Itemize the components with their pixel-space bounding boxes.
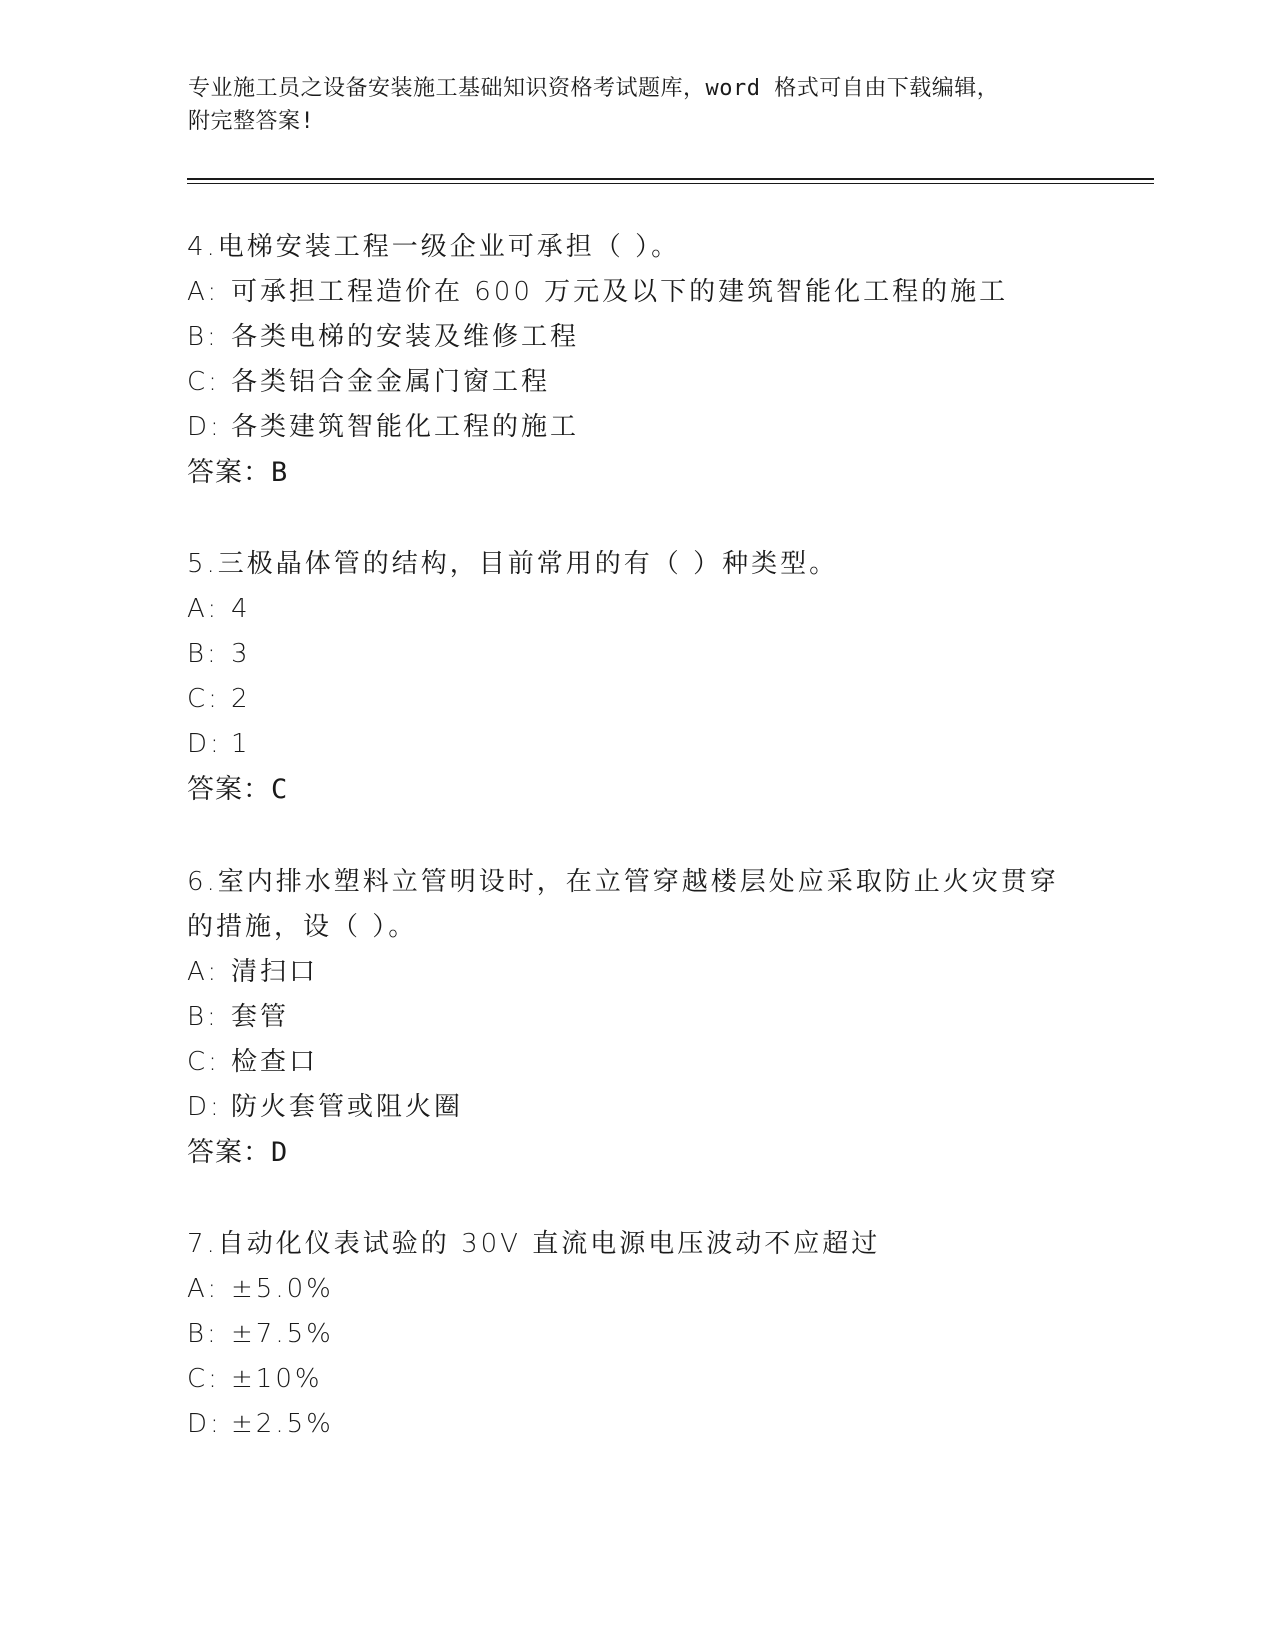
question-5	[187, 542, 1087, 813]
option-key: B:	[187, 1319, 219, 1349]
option-text: 防火套管或阻火圈	[231, 1092, 464, 1122]
option-key: C:	[187, 1047, 220, 1077]
question-stem-line-1: 6.室内排水塑料立管明设时，在立管穿越楼层处应采取防止火灾贯穿	[187, 867, 1059, 897]
option-b	[187, 315, 1087, 360]
option-text: 2	[231, 684, 251, 714]
option-text: 各类铝合金金属门窗工程	[231, 367, 551, 397]
answer-label: 答案：	[187, 457, 271, 488]
answer-value: B	[271, 457, 289, 488]
option-text: ±7.5%	[231, 1319, 334, 1349]
option-text: ±10%	[231, 1364, 323, 1394]
option-c	[187, 677, 1087, 722]
option-key: A:	[187, 957, 220, 987]
answer-line	[187, 1130, 1087, 1176]
option-text: 3	[231, 639, 251, 669]
option-a	[187, 1267, 1087, 1312]
option-text: 可承担工程造价在 600 万元及以下的建筑智能化工程的施工	[231, 277, 1009, 307]
option-key: A:	[187, 594, 220, 624]
option-text: ±5.0%	[231, 1274, 334, 1304]
option-a	[187, 587, 1087, 632]
option-a	[187, 950, 1087, 995]
header-line-2: 附完整答案!	[188, 109, 315, 134]
option-text: 各类电梯的安装及维修工程	[231, 322, 580, 352]
answer-line	[187, 450, 1087, 496]
option-text: 1	[231, 729, 251, 759]
header-divider	[187, 178, 1154, 184]
option-key: C:	[187, 684, 220, 714]
option-key: A:	[187, 277, 220, 307]
option-text: 清扫口	[231, 957, 319, 987]
document-header	[188, 72, 1068, 138]
option-b	[187, 1312, 1087, 1357]
question-4	[187, 225, 1087, 496]
question-stem: 7.自动化仪表试验的 30V 直流电源电压波动不应超过	[187, 1229, 881, 1259]
option-text: ±2.5%	[231, 1409, 334, 1439]
option-d	[187, 1085, 1087, 1130]
option-key: D:	[187, 1092, 222, 1122]
option-key: D:	[187, 729, 222, 759]
option-b	[187, 632, 1087, 677]
option-key: D:	[187, 412, 222, 442]
option-c	[187, 1040, 1087, 1085]
answer-line	[187, 767, 1087, 813]
option-text: 套管	[231, 1002, 290, 1032]
option-d	[187, 1402, 1087, 1447]
option-d	[187, 405, 1087, 450]
question-6	[187, 860, 1087, 1176]
question-7	[187, 1222, 1087, 1447]
answer-value: C	[271, 774, 289, 805]
question-stem-line-2: 的措施，设（ ）。	[187, 912, 418, 942]
option-b	[187, 995, 1087, 1040]
option-text: 检查口	[231, 1047, 319, 1077]
option-key: B:	[187, 322, 219, 352]
option-key: D:	[187, 1409, 222, 1439]
option-key: C:	[187, 1364, 220, 1394]
answer-value: D	[271, 1137, 289, 1168]
option-d	[187, 722, 1087, 767]
question-stem: 4.电梯安装工程一级企业可承担（ ）。	[187, 232, 681, 262]
option-text: 各类建筑智能化工程的施工	[231, 412, 580, 442]
header-line-1: 专业施工员之设备安装施工基础知识资格考试题库，word 格式可自由下载编辑，	[188, 76, 1000, 101]
option-a	[187, 270, 1087, 315]
option-key: B:	[187, 1002, 219, 1032]
option-text: 4	[231, 594, 251, 624]
answer-label: 答案：	[187, 774, 271, 805]
option-c	[187, 360, 1087, 405]
option-key: A:	[187, 1274, 220, 1304]
option-key: B:	[187, 639, 219, 669]
option-key: C:	[187, 367, 220, 397]
option-c	[187, 1357, 1087, 1402]
question-stem: 5.三极晶体管的结构，目前常用的有（ ）种类型。	[187, 549, 839, 579]
answer-label: 答案：	[187, 1137, 271, 1168]
